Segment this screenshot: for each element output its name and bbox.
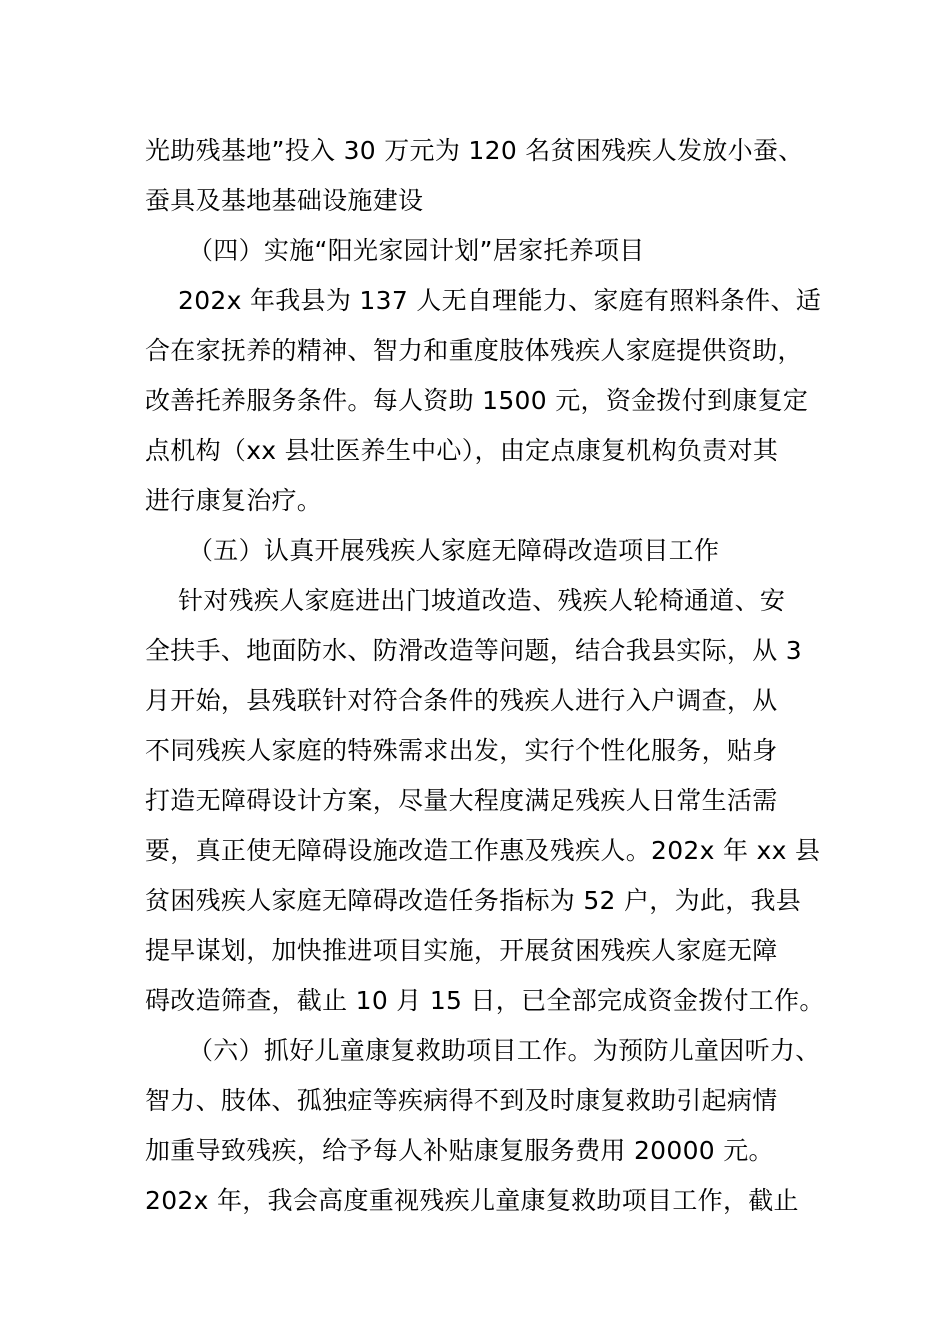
text-line-4: 202x 年我县为 137 人无自理能力、家庭有照料条件、适 [178,286,822,315]
text-line-13: 不同残疾人家庭的特殊需求出发，实行个性化服务，贴身 [145,736,778,765]
text-line-6: 改善托养服务条件。每人资助 1500 元，资金拨付到康复定 [145,386,809,415]
text-line-1: 光助残基地”投入 30 万元为 120 名贫困残疾人发放小蚕、 [145,136,804,165]
text-line-10: 针对残疾人家庭进出门坡道改造、残疾人轮椅通道、安 [178,586,786,615]
section-heading-4: （四）实施“阳光家园计划”居家托养项目 [188,236,645,265]
text-line-12: 月开始，县残联针对符合条件的残疾人进行入户调查，从 [145,686,778,715]
text-line-17: 提早谋划，加快推进项目实施，开展贫困残疾人家庭无障 [145,936,778,965]
text-line-21: 加重导致残疾，给予每人补贴康复服务费用 20000 元。 [145,1136,774,1165]
text-line-2: 蚕具及基地基础设施建设 [145,186,424,215]
text-line-14: 打造无障碍设计方案，尽量大程度满足残疾人日常生活需 [145,786,778,815]
text-line-7: 点机构（xx 县壮医养生中心），由定点康复机构负责对其 [145,436,779,465]
text-line-18: 碍改造筛查，截止 10 月 15 日，已全部完成资金拨付工作。 [145,986,825,1015]
text-line-20: 智力、肢体、孤独症等疾病得不到及时康复救助引起病情 [145,1086,778,1115]
text-line-16: 贫困残疾人家庭无障碍改造任务指标为 52 户，为此，我县 [145,886,802,915]
text-line-11: 全扶手、地面防水、防滑改造等问题，结合我县实际，从 3 [145,636,802,665]
section-heading-6: （六）抓好儿童康复救助项目工作。为预防儿童因听力、 [188,1036,821,1065]
section-heading-5: （五）认真开展残疾人家庭无障碍改造项目工作 [188,536,720,565]
text-line-22: 202x 年，我会高度重视残疾儿童康复救助项目工作，截止 [145,1186,799,1215]
text-line-8: 进行康复治疗。 [145,486,323,515]
text-line-15: 要，真正使无障碍设施改造工作惠及残疾人。202x 年 xx 县 [145,836,821,865]
text-line-5: 合在家抚养的精神、智力和重度肢体残疾人家庭提供资助， [145,336,803,365]
